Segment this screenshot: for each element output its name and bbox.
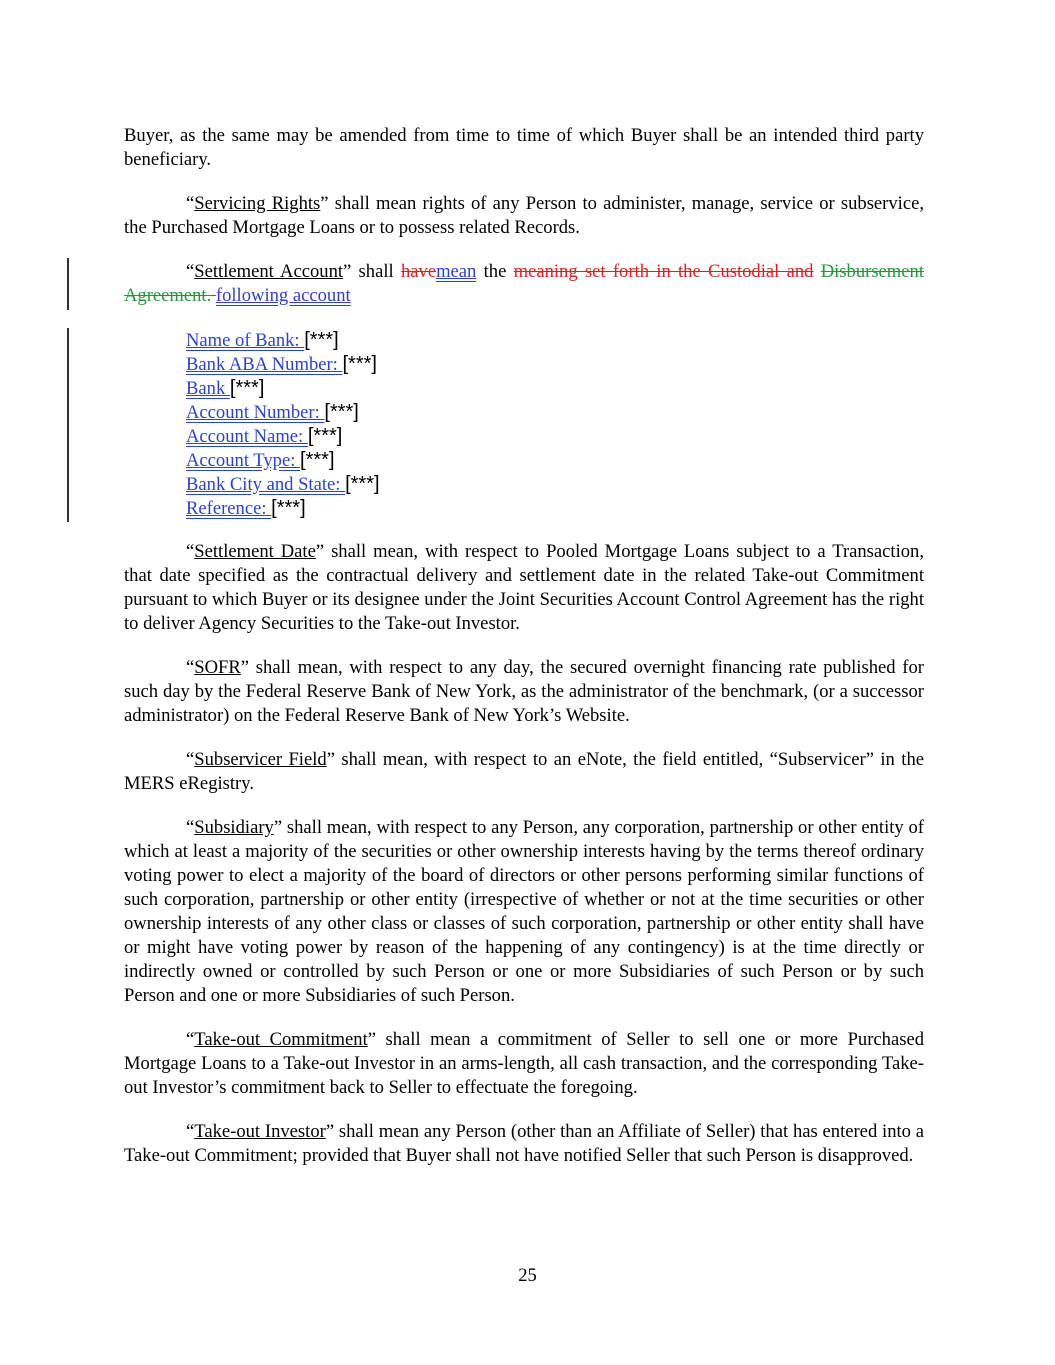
account-field: Bank [***] — [186, 377, 265, 399]
defined-term: Subservicer Field — [194, 749, 327, 770]
account-field: Account Number: [***] — [186, 401, 359, 423]
definition-sofr: “SOFR” shall mean, with respect to any day, the secured overnight financing rate published for such day by the Federal Reserve Bank of New York, as the administrator of the benchmark, (or a successor administrator) on the Federal Reserve Bank of New York’s Website. — [124, 657, 924, 726]
definition-takeout-investor: “Take-out Investor” shall mean any Person (other than an Affiliate of Seller) that has entered into a Take-out Commitment; provided that Buyer shall not have notified Seller that such Person is disapproved. — [124, 1121, 925, 1166]
document-body — [124, 124, 924, 1188]
account-field: Account Name: [***] — [186, 425, 343, 447]
defined-term: Settlement Date — [194, 541, 316, 562]
definition-subsidiary: “Subsidiary” shall mean, with respect to any Person, any corporation, partnership or other entity of which at least a majority of the securities or other ownership interests having by the terms thereof ordinary voting power to elect a majority of the board of directors or other persons performing similar functions of such corporation, partnership or other entity (irrespective of whether or not at the time securities or other ownership interests of any other class or classes of such corporation, partnership or other entity shall have or might have voting power by reason of the happening of any contingency) is at the time directly or indirectly owned or controlled by such Person or one or more Subsidiaries of such Person or by such Person and one or more Subsidiaries of such Person. — [124, 817, 924, 1006]
defined-term: SOFR — [194, 657, 241, 678]
deleted-text: Disbursement Agreement. — [124, 261, 924, 306]
settlement-account-details — [186, 328, 924, 520]
inserted-text: mean — [436, 261, 477, 282]
defined-term: Take-out Commitment — [194, 1029, 368, 1050]
defined-term: Take-out Investor — [194, 1121, 326, 1142]
change-bar — [67, 258, 69, 310]
definition-subservicer-field: “Subservicer Field” shall mean, with respect to an eNote, the field entitled, “Subservicer” in the MERS eRegistry. — [124, 749, 924, 794]
definition-settlement-account: “Settlement Account” shall havemean the meaning set forth in the Custodial and Disbursement Agreement. following account — [124, 261, 924, 306]
defined-term: Settlement Account — [194, 261, 344, 282]
definition-settlement-date: “Settlement Date” shall mean, with respect to Pooled Mortgage Loans subject to a Transaction, that date specified as the contractual delivery and settlement date in the related Take-out Commitment pursuant to which Buyer or its designee under the Joint Securities Account Control Agreement has the right to deliver Agency Securities to the Take-out Investor. — [124, 541, 924, 634]
inserted-text: following account — [215, 285, 351, 306]
account-field: Name of Bank: [***] — [186, 329, 339, 351]
page-number: 25 — [518, 1265, 537, 1286]
deleted-text: meaning set forth in the Custodial and — [513, 261, 814, 282]
account-field: Reference: [***] — [186, 497, 306, 519]
definition-takeout-commitment: “Take-out Commitment” shall mean a commitment of Seller to sell one or more Purchased Mortgage Loans to a Take-out Investor in an arms-length, all cash transaction, and the corresponding Take-out Investor’s commitment back to Seller to effectuate the foregoing. — [124, 1029, 924, 1098]
account-field: Bank City and State: [***] — [186, 473, 380, 495]
definition-servicing-rights: “Servicing Rights” shall mean rights of any Person to administer, manage, service or subservice, the Purchased Mortgage Loans or to possess related Records. — [124, 193, 924, 238]
account-field: Account Type: [***] — [186, 449, 335, 471]
defined-term: Servicing Rights — [194, 193, 321, 214]
deleted-text: have — [400, 261, 437, 282]
defined-term: Subsidiary — [194, 817, 274, 838]
change-bar — [67, 328, 69, 522]
account-field: Bank ABA Number: [***] — [186, 353, 377, 375]
paragraph-intro: Buyer, as the same may be amended from time to time of which Buyer shall be an intended third party beneficiary. — [124, 125, 924, 170]
